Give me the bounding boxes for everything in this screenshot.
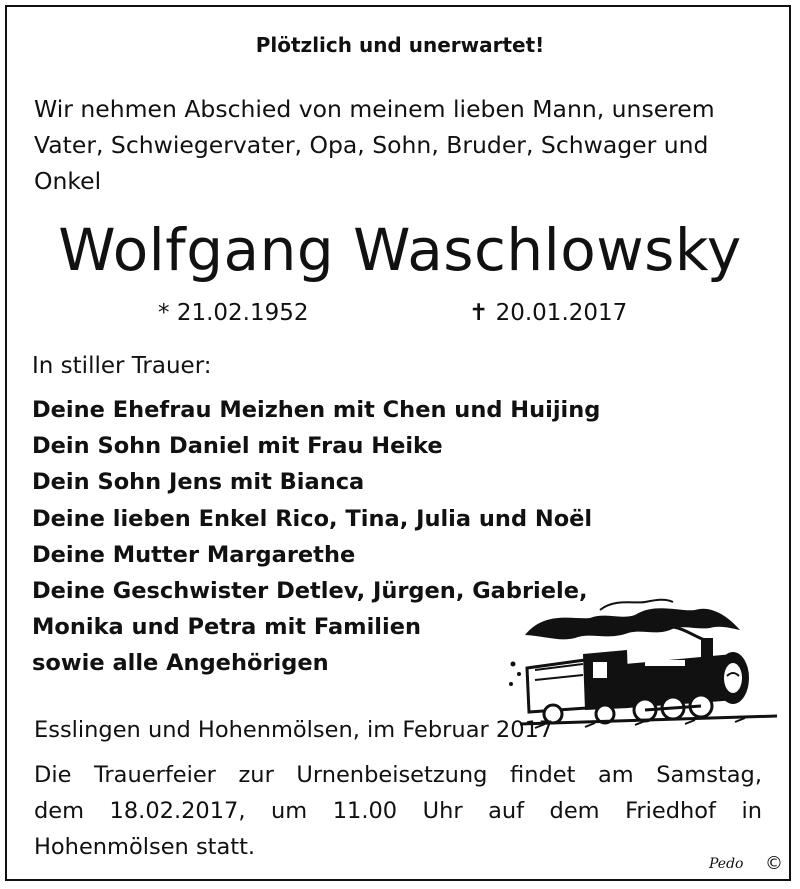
steam-locomotive-icon <box>505 590 780 730</box>
intro-line-1: Wir nehmen Abschied von meinem lieben Mann, unserem <box>34 95 715 123</box>
mourning-label: In stiller Trauer: <box>32 353 212 379</box>
mourner-line: Dein Sohn Daniel mit Frau Heike <box>32 433 443 459</box>
ceremony-line-1: Die Trauerfeier zur Urnenbeisetzung findet am Samstag, <box>34 762 762 788</box>
death-date-group <box>469 300 627 326</box>
death-date: 20.01.2017 <box>495 300 628 326</box>
artist-signature: Pedo <box>709 856 744 872</box>
mourner-line: Dein Sohn Jens mit Bianca <box>32 469 365 495</box>
mourner-line: Deine lieben Enkel Rico, Tina, Julia und Noël <box>32 506 593 532</box>
copyright-icon: © <box>765 853 783 874</box>
birth-date: 21.02.1952 <box>176 300 309 326</box>
intro-line-2: Vater, Schwiegervater, Opa, Sohn, Bruder, Schwager und <box>34 131 709 159</box>
deceased-name: Wolfgang Waschlowsky <box>58 216 742 284</box>
place-date: Esslingen und Hohenmölsen, im Februar 2017 <box>34 717 554 743</box>
mourner-line: Deine Geschwister Detlev, Jürgen, Gabriele, <box>32 578 588 604</box>
mourner-line: Deine Mutter Margarethe <box>32 542 356 568</box>
mourner-line: sowie alle Angehörigen <box>32 650 329 676</box>
ceremony-line-2: dem 18.02.2017, um 11.00 Uhr auf dem Friedhof in <box>34 798 762 824</box>
mourner-line: Deine Ehefrau Meizhen mit Chen und Huijing <box>32 397 601 423</box>
birth-date-group <box>158 300 309 326</box>
mourner-line: Monika und Petra mit Familien <box>32 614 421 640</box>
birth-star-icon: * <box>158 300 170 326</box>
intro-line-3: Onkel <box>34 167 102 195</box>
headline: Plötzlich und unerwartet! <box>255 33 545 57</box>
cross-icon: ✝ <box>469 300 489 326</box>
ceremony-line-3: Hohenmölsen statt. <box>34 834 256 860</box>
